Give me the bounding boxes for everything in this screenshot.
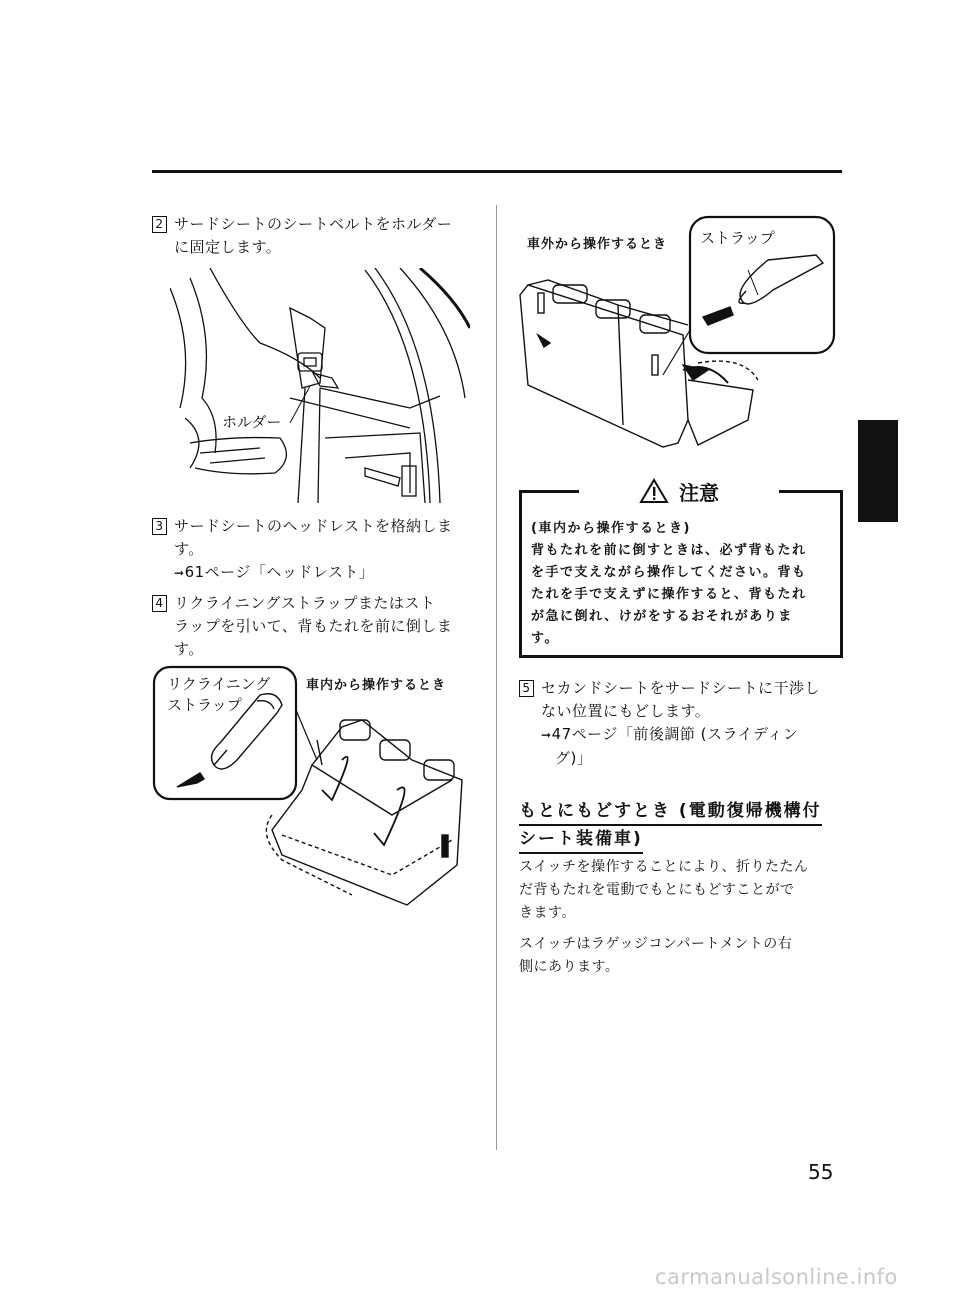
step-3 (152, 515, 482, 585)
step-5 (519, 677, 849, 770)
step-number: 5 (519, 680, 534, 697)
step-text: セカンドシートをサードシートに干渉し ない位置にもどします。 (541, 679, 821, 720)
outside-callout: ストラップ (700, 229, 775, 247)
section-paragraph-2: スイッチはラゲッジコンパートメントの右 側にあります。 (519, 936, 793, 975)
inside-figure-title: 車内から操作するとき (306, 678, 447, 693)
step-text: リクライニングストラップまたはスト ラップを引いて、背もたれを前に倒しま す。 (174, 594, 453, 658)
reference-arrow-icon: ➞ (174, 566, 185, 580)
caution-header (579, 478, 779, 504)
caution-box (519, 478, 843, 656)
step-reference: ➞47ページ「前後調節 (スライディン グ)」 (541, 725, 799, 767)
page-number: 55 (808, 1160, 834, 1184)
outside-seat-illustration (518, 215, 838, 460)
step-number: 4 (152, 595, 167, 612)
step-4 (152, 592, 482, 661)
holder-illustration (170, 268, 470, 503)
top-rule (152, 170, 842, 173)
step-2 (152, 213, 482, 259)
step-number: 3 (152, 518, 167, 535)
warning-triangle-icon (639, 478, 669, 504)
chapter-tab (858, 420, 898, 522)
section-heading: もとにもどすとき (電動復帰機構付 シート装備車) (519, 798, 843, 854)
inside-callout: リクライニング ストラップ (167, 675, 271, 714)
caution-text: (車内から操作するとき) 背もたれを前に倒すときは、必ず背もたれ を手で支えながら操作してください。背も たれを手で支えずに操作すると、背もたれ が急に倒れ、けがをするおそれがありま す。 (531, 521, 807, 646)
step-text: サードシートのシートベルトをホルダー に固定します。 (174, 215, 453, 256)
reference-arrow-icon: ➞ (541, 728, 552, 742)
watermark: carmanualsonline.info (655, 1265, 898, 1289)
caution-title: 注意 (679, 480, 719, 505)
step-text: サードシートのヘッドレストを格納しま す。 (174, 517, 453, 558)
outside-figure-title: 車外から操作するとき (527, 237, 668, 252)
column-divider (496, 205, 497, 1150)
step-number: 2 (152, 216, 167, 233)
holder-callout: ホルダー (222, 413, 282, 431)
step-reference: ➞61ページ「ヘッドレスト」 (174, 563, 375, 581)
section-paragraph-1: スイッチを操作することにより、折りたたん だ背もたれを電動でもとにもどすことがで きます。 (519, 859, 809, 921)
